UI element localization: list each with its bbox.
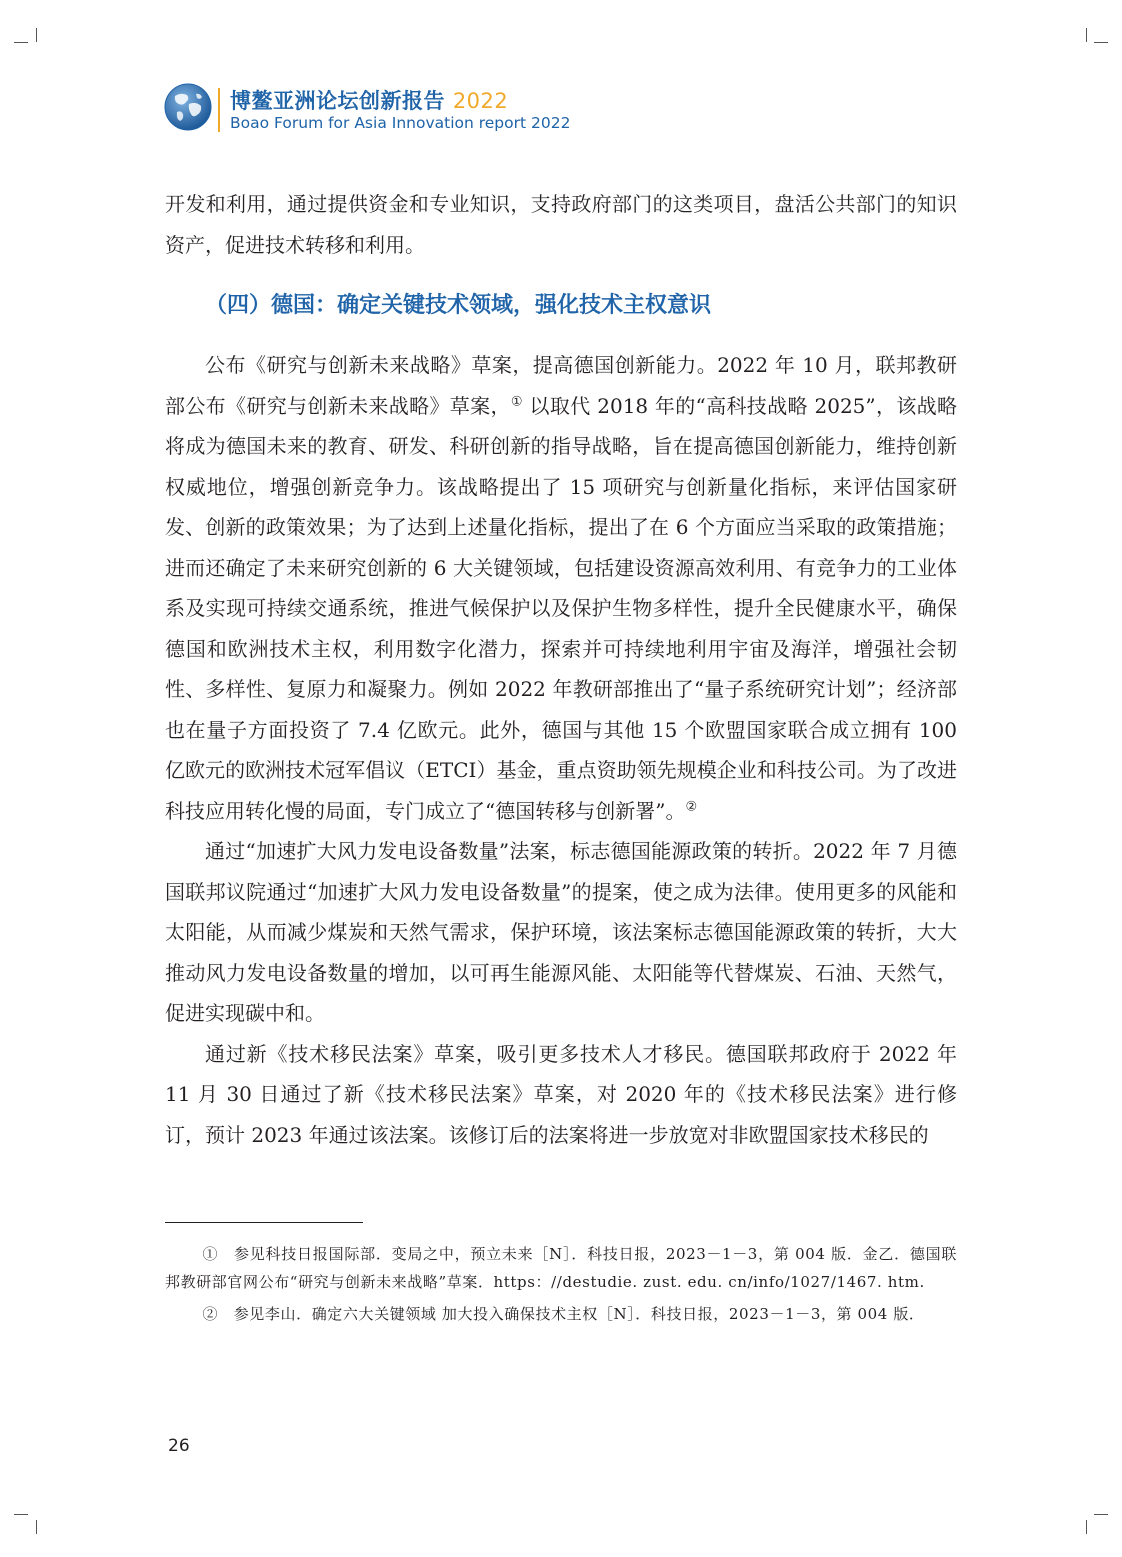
- crop-mark: [1086, 28, 1087, 42]
- footnote-1: ① 参见科技日报国际部．变局之中，预立未来［N］．科技日报，2023－1－3，第 004 版．金乙．德国联邦教研部官网公布“研究与创新未来战略”草案．https：//destudie. zust. edu. cn/info/1027/1467. htm.: [165, 1245, 957, 1291]
- crop-mark: [36, 28, 37, 42]
- footnote-ref-2[interactable]: ②: [685, 798, 698, 814]
- paragraph-wind-power-act: 通过“加速扩大风力发电设备数量”法案，标志德国能源政策的转折。2022 年 7 月德国联邦议院通过“加速扩大风力发电设备数量”的提案，使之成为法律。使用更多的风能和太阳能，从而减少煤炭和天然气需求，保护环境，该法案标志德国能源政策的转折，大大推动风力发电设备数量的增加，以可再生能源风能、太阳能等代替煤炭、石油、天然气，促进实现碳中和。: [165, 839, 957, 1025]
- header-divider: [218, 88, 220, 132]
- main-text-block: [165, 345, 957, 1155]
- crop-mark: [1086, 1520, 1087, 1534]
- continued-paragraph-block: [165, 184, 957, 265]
- crop-mark: [1094, 42, 1108, 43]
- crop-mark: [1094, 1514, 1108, 1515]
- paragraph-text: 以取代 2018 年的“高科技战略 2025”，该战略将成为德国未来的教育、研发、科研创新的指导战略，旨在提高德国创新能力，维持创新权威地位，增强创新竞争力。该战略提出了 15 项研究与创新量化指标，来评估国家研发、创新的政策效果；为了达到上述量化指标，提出了在 6 个方面应当采取的政策措施；进而还确定了未来研究创新的 6 大关键领域，包括建设资源高效利用、有竞争力的工业体系及实现可持续交通系统，推进气候保护以及保护生物多样性，提升全民健康水平，确保德国和欧洲技术主权，利用数字化潜力，探索并可持续地利用宇宙及海洋，增强社会韧性、多样性、复原力和凝聚力。例如 2022 年教研部推出了“量子系统研究计划”；经济部也在量子方面投资了 7.4 亿欧元。此外，德国与其他 15 个欧盟国家联合成立拥有 100 亿欧元的欧洲技术冠军倡议（ETCI）基金，重点资助领先规模企业和科技公司。为了改进科技应用转化慢的局面，专门成立了“德国转移与创新署”。: [165, 393, 958, 823]
- header-title: [230, 85, 508, 115]
- continued-paragraph: 开发和利用，通过提供资金和专业知识，支持政府部门的这类项目，盘活公共部门的知识资产，促进技术转移和利用。: [165, 192, 957, 257]
- page-number: 26: [168, 1436, 190, 1456]
- footnote-2: ② 参见李山．确定六大关键领域 加大投入确保技术主权［N］．科技日报，2023－1－3，第 004 版．: [202, 1305, 925, 1323]
- footnotes: [165, 1240, 957, 1332]
- footnote-ref-1[interactable]: ①: [510, 393, 523, 409]
- header-title-year: 2022: [452, 89, 509, 113]
- footnote-divider: [165, 1222, 363, 1223]
- header-title-cn: 博鳌亚洲论坛创新报告: [230, 89, 445, 113]
- section-heading: （四）德国：确定关键技术领域，强化技术主权意识: [205, 293, 712, 318]
- crop-mark: [14, 42, 28, 43]
- paragraph-text: 公布《研究与创新未来战略》草案，提高德国创新能力。2022 年 10 月，联邦教研部公布《研究与创新未来战略》草案，: [165, 353, 957, 418]
- header-subtitle: Boao Forum for Asia Innovation report 2022: [230, 114, 571, 132]
- paragraph-immigration-act: 通过新《技术移民法案》草案，吸引更多技术人才移民。德国联邦政府于 2022 年 11 月 30 日通过了新《技术移民法案》草案，对 2020 年的《技术移民法案》进行修订，预计 2023 年通过该法案。该修订后的法案将进一步放宽对非欧盟国家技术移民的: [165, 1041, 957, 1147]
- paragraph-innovation-strategy: [165, 345, 957, 831]
- globe-icon: [163, 82, 213, 132]
- crop-mark: [14, 1514, 28, 1515]
- crop-mark: [36, 1520, 37, 1534]
